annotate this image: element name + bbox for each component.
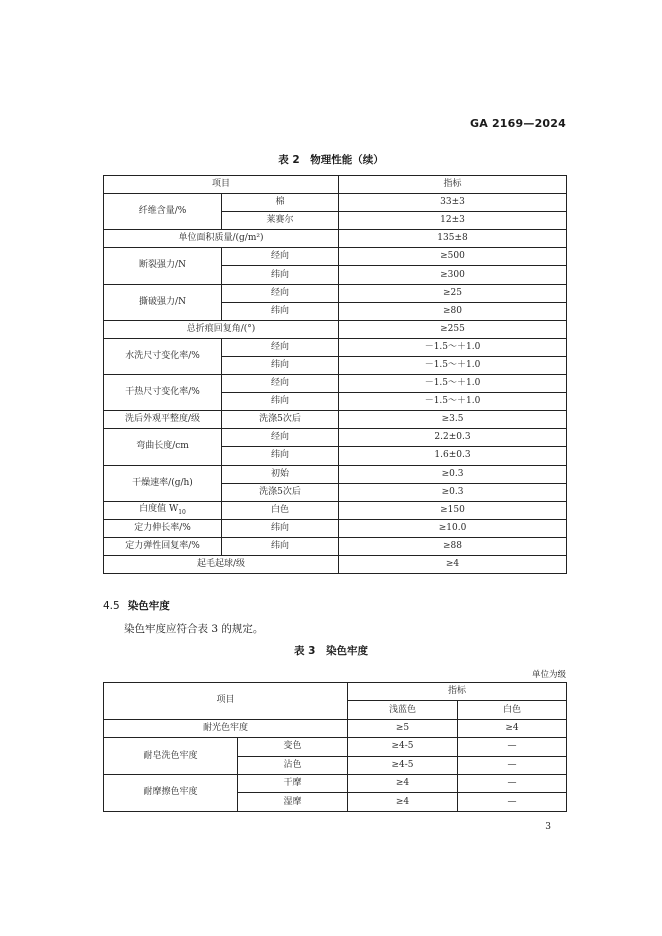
row-sub: 纬向 <box>222 519 339 537</box>
whiteness-subscript: 10 <box>178 508 186 516</box>
row-value: ≥80 <box>339 302 567 320</box>
table-row <box>104 375 567 393</box>
row-sub: 纬向 <box>222 266 339 284</box>
row-label: 总折痕回复角/(°) <box>104 320 339 338</box>
table-row <box>104 284 567 302</box>
row-value: — <box>458 793 567 811</box>
row-label: 耐光色牢度 <box>104 719 348 737</box>
row-value: ≥5 <box>348 719 458 737</box>
table-header-row <box>104 683 567 701</box>
row-sub: 洗涤5次后 <box>222 483 339 501</box>
row-value: －1.5～＋1.0 <box>339 375 567 393</box>
row-value: ≥4-5 <box>348 756 458 774</box>
row-sub: 变色 <box>238 738 348 756</box>
page-number: 3 <box>545 822 551 832</box>
physical-properties-table <box>103 175 567 574</box>
row-value: ≥10.0 <box>339 519 567 537</box>
row-sub: 经向 <box>222 429 339 447</box>
row-label: 洗后外观平整度/级 <box>104 411 222 429</box>
row-value: ≥88 <box>339 537 567 555</box>
table-row <box>104 429 567 447</box>
row-label: 断裂强力/N <box>104 248 222 284</box>
row-value: ≥300 <box>339 266 567 284</box>
row-label: 单位面积质量/(g/m²) <box>104 230 339 248</box>
row-label: 干热尺寸变化率/% <box>104 375 222 411</box>
row-value: ≥25 <box>339 284 567 302</box>
row-value: －1.5～＋1.0 <box>339 356 567 374</box>
row-label: 起毛起球/级 <box>104 555 339 573</box>
table-row <box>104 411 567 429</box>
row-value: 12±3 <box>339 212 567 230</box>
row-value: ≥4 <box>339 555 567 573</box>
section-number: 4.5 <box>103 600 120 612</box>
table-row <box>104 320 567 338</box>
header-index: 指标 <box>348 683 567 701</box>
row-label: 耐皂洗色牢度 <box>104 738 238 775</box>
row-label: 定力伸长率/% <box>104 519 222 537</box>
row-value: ≥255 <box>339 320 567 338</box>
row-sub: 干摩 <box>238 774 348 792</box>
row-sub: 湿摩 <box>238 793 348 811</box>
header-index: 指标 <box>339 176 567 194</box>
row-value: 135±8 <box>339 230 567 248</box>
row-value: ≥4-5 <box>348 738 458 756</box>
row-label: 纤维含量/% <box>104 194 222 230</box>
row-value: 1.6±0.3 <box>339 447 567 465</box>
table3-title: 表 3 染色牢度 <box>294 645 368 657</box>
row-sub: 纬向 <box>222 302 339 320</box>
table-row <box>104 501 567 519</box>
row-sub: 纬向 <box>222 393 339 411</box>
row-label <box>104 501 222 519</box>
header-white: 白色 <box>458 701 567 719</box>
row-sub: 经向 <box>222 248 339 266</box>
row-value: －1.5～＋1.0 <box>339 393 567 411</box>
row-value: ≥4 <box>458 719 567 737</box>
row-sub: 洗涤5次后 <box>222 411 339 429</box>
row-sub: 沾色 <box>238 756 348 774</box>
table-row <box>104 338 567 356</box>
row-value: ≥0.3 <box>339 483 567 501</box>
table-row <box>104 465 567 483</box>
row-label: 干燥速率/(g/h) <box>104 465 222 501</box>
row-label: 撕破强力/N <box>104 284 222 320</box>
table-row <box>104 248 567 266</box>
row-sub: 经向 <box>222 375 339 393</box>
header-light-blue: 浅蓝色 <box>348 701 458 719</box>
row-label: 弯曲长度/cm <box>104 429 222 465</box>
whiteness-label: 白度值 W <box>139 503 179 514</box>
row-value: — <box>458 756 567 774</box>
row-sub: 纬向 <box>222 356 339 374</box>
row-sub: 莱赛尔 <box>222 212 339 230</box>
section-heading <box>103 598 170 613</box>
table-header-row <box>104 176 567 194</box>
color-fastness-table <box>103 682 567 812</box>
header-item: 项目 <box>104 176 339 194</box>
table-row <box>104 738 567 756</box>
row-value: ≥0.3 <box>339 465 567 483</box>
table-row <box>104 537 567 555</box>
section-paragraph: 染色牢度应符合表 3 的规定。 <box>124 623 264 635</box>
document-id: GA 2169—2024 <box>469 117 566 130</box>
row-sub: 白色 <box>222 501 339 519</box>
row-value: ≥150 <box>339 501 567 519</box>
row-value: 2.2±0.3 <box>339 429 567 447</box>
row-value: ≥4 <box>348 774 458 792</box>
row-value: 33±3 <box>339 194 567 212</box>
header-item: 项目 <box>104 683 348 720</box>
row-label: 水洗尺寸变化率/% <box>104 338 222 374</box>
row-sub: 经向 <box>222 338 339 356</box>
row-sub: 初始 <box>222 465 339 483</box>
table-row <box>104 194 567 212</box>
row-sub: 经向 <box>222 284 339 302</box>
table-row <box>104 519 567 537</box>
section-title: 染色牢度 <box>127 600 170 612</box>
row-label: 耐摩擦色牢度 <box>104 774 238 811</box>
row-value: — <box>458 738 567 756</box>
table-row <box>104 230 567 248</box>
row-label: 定力弹性回复率/% <box>104 537 222 555</box>
row-sub: 纬向 <box>222 537 339 555</box>
row-sub: 棉 <box>222 194 339 212</box>
row-value: ≥4 <box>348 793 458 811</box>
row-sub: 纬向 <box>222 447 339 465</box>
row-value: ≥500 <box>339 248 567 266</box>
table2-title: 表 2 物理性能（续） <box>278 154 384 166</box>
table-row <box>104 555 567 573</box>
row-value: ≥3.5 <box>339 411 567 429</box>
table-row <box>104 719 567 737</box>
table-row <box>104 774 567 792</box>
table3-unit-note: 单位为级 <box>531 670 566 680</box>
row-value: — <box>458 774 567 792</box>
row-value: －1.5～＋1.0 <box>339 338 567 356</box>
